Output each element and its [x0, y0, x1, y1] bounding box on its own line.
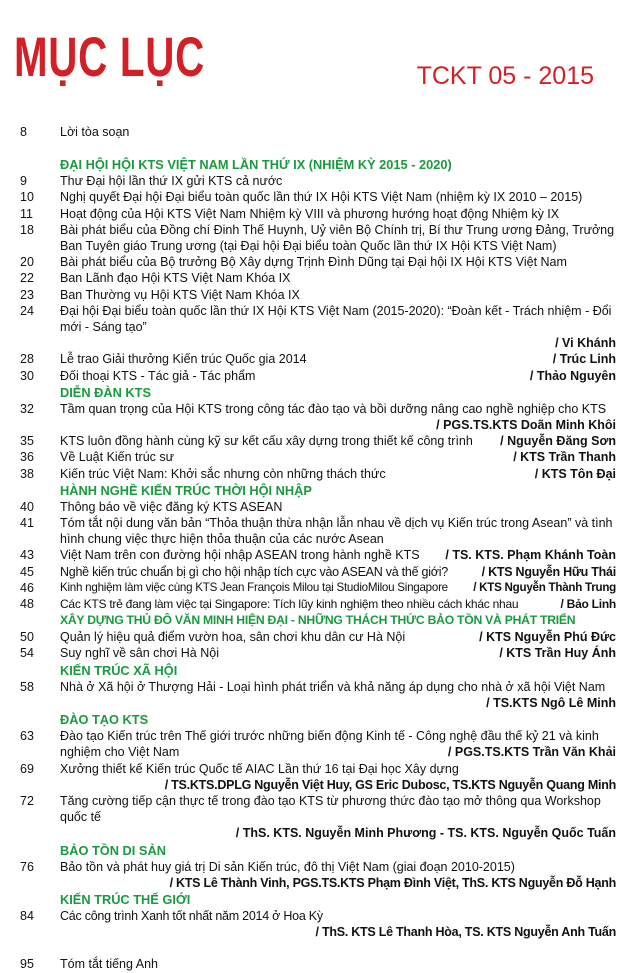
entry-title: Các KTS trẻ đang làm việc tại Singapore: Tích lũy kinh nghiệm theo nhiều cách khác nhau	[60, 597, 519, 612]
entry-title: Việt Nam trên con đường hội nhập ASEAN trong hành nghề KTS	[60, 548, 420, 563]
toc-entry	[20, 466, 616, 482]
entry-title: Ban Lãnh đạo Hội KTS Việt Nam Khóa IX	[60, 271, 291, 286]
entry-title: Hoạt động của Hội KTS Việt Nam Nhiệm kỳ VIII và phương hướng hoạt động Nhiệm kỳ IX	[60, 206, 560, 221]
entry-title: Nghề kiến trúc chuẩn bị gì cho hội nhập tích cực vào ASEAN và thế giới?	[60, 564, 448, 579]
page-number: 28	[20, 352, 34, 367]
entry-title: Quản lý hiệu quả điểm vườn hoa, sân chơi khu dân cư Hà Nội	[60, 630, 406, 645]
toc-entry	[20, 222, 616, 254]
entry-author: / KTS Trần Thanh	[513, 450, 616, 465]
section-heading: BẢO TỒN DI SẢN	[60, 842, 166, 858]
section-heading: XÂY DỰNG THỦ ĐÔ VĂN MINH HIỆN ĐẠI - NHỮNG THÁCH THỨC BẢO TỒN VÀ PHÁT TRIỂN	[60, 613, 576, 628]
entry-title: Nghị quyết Đại hội Đại biểu toàn quốc lần thứ IX Hội KTS Việt Nam (nhiệm kỳ IX 2010 – 2015)	[60, 190, 583, 205]
toc-entry	[20, 956, 616, 972]
entry-title: Tóm tắt tiếng Anh	[60, 957, 158, 972]
toc-entry	[20, 596, 616, 612]
entry-author: / ThS. KTS Lê Thanh Hòa, TS. KTS Nguyễn Anh Tuấn	[315, 925, 616, 940]
toc-entry	[20, 728, 616, 760]
toc-entry	[20, 859, 616, 891]
entry-author: / PGS.TS.KTS Trần Văn Khải	[447, 745, 616, 760]
toc-entry	[20, 270, 616, 286]
toc-entry	[20, 515, 616, 547]
page-number: 50	[20, 630, 34, 645]
toc-entry	[20, 254, 616, 270]
entry-title: Bảo tồn và phát huy giá trị Di sản Kiến trúc, đô thị Việt Nam (giai đoạn 2010-2015)	[60, 859, 515, 874]
entry-title: Bài phát biểu của Đồng chí Đinh Thế Huynh, Uỷ viên Bộ Chính trị, Bí thư Trung ương Đảng, Trưởng Ban Tuyên giáo Trung ương (tại Đại hội Đại biểu toàn Quốc lần thứ IX Hội KTS Việt Nam)	[60, 222, 615, 254]
entry-title: Thư Đại hội lần thứ IX gửi KTS cả nước	[60, 174, 283, 189]
entry-title: Đào tạo Kiến trúc trên Thế giới trước những biến động Kinh tế - Công nghệ đầu thế kỷ 21 và kinh nghiệm cho Việt Nam	[60, 729, 599, 760]
table-of-contents	[20, 124, 616, 973]
page-number: 35	[20, 434, 34, 449]
page-number: 45	[20, 564, 34, 579]
toc-entry	[20, 793, 616, 842]
entry-title: Các công trình Xanh tốt nhất năm 2014 ở Hoa Kỳ	[60, 908, 323, 923]
entry-title: Tầm quan trọng của Hội KTS trong công tác đào tạo và bồi dưỡng nâng cao nghề nghiệp cho KTS	[60, 401, 607, 416]
toc-entry	[20, 580, 616, 596]
entry-author: / KTS Nguyễn Phú Đức	[479, 630, 616, 645]
page-number: 20	[20, 255, 34, 270]
toc-entry	[20, 368, 616, 384]
section-heading: KIẾN TRÚC THẾ GIỚI	[60, 891, 191, 907]
page-number: 95	[20, 957, 34, 972]
page-number: 46	[20, 580, 34, 595]
page-number: 84	[20, 908, 34, 923]
toc-entry	[20, 645, 616, 661]
toc-entry	[20, 206, 616, 222]
toc-entry	[20, 303, 616, 352]
toc-entry	[20, 433, 616, 449]
entry-author: / PGS.TS.KTS Doãn Minh Khôi	[436, 418, 616, 433]
entry-title: Đối thoại KTS - Tác giả - Tác phẩm	[60, 368, 256, 383]
toc-entry	[20, 124, 616, 140]
entry-title: Suy nghĩ về sân chơi Hà Nội	[60, 646, 219, 661]
section-heading: KIẾN TRÚC XÃ HỘI	[60, 662, 178, 678]
entry-author: / TS.KTS.DPLG Nguyễn Việt Huy, GS Eric Dubosc, TS.KTS Nguyễn Quang Minh	[164, 777, 616, 792]
entry-author: / KTS Lê Thành Vinh, PGS.TS.KTS Phạm Đình Việt, ThS. KTS Nguyễn Đỗ Hạnh	[169, 875, 616, 890]
entry-title: Tăng cường tiếp cận thực tế trong đào tạo KTS từ phương thức đào tạo mở thông qua Workshop quốc tế	[60, 793, 601, 825]
page-number: 9	[20, 174, 27, 189]
page-number: 72	[20, 793, 34, 808]
page-number: 63	[20, 729, 34, 744]
page-number: 38	[20, 466, 34, 481]
page-number: 36	[20, 450, 34, 465]
section-heading: HÀNH NGHỀ KIẾN TRÚC THỜI HỘI NHẬP	[60, 482, 312, 498]
page-number: 10	[20, 190, 34, 205]
entry-title: Kinh nghiệm làm việc cùng KTS Jean François Milou tại StudioMilou Singapore	[60, 580, 448, 594]
page-number: 54	[20, 646, 34, 661]
page-number: 23	[20, 287, 34, 302]
toc-entry	[20, 908, 616, 940]
section-heading: ĐẠI HỘI HỘI KTS VIỆT NAM LẦN THỨ IX (NHIỆM KỲ 2015 - 2020)	[60, 157, 452, 173]
page-number: 32	[20, 401, 34, 416]
page-number: 43	[20, 548, 34, 563]
entry-title: Lời tòa soạn	[60, 125, 130, 139]
page-number: 18	[20, 222, 34, 237]
page-number: 30	[20, 368, 34, 383]
entry-title: Ban Thường vụ Hội KTS Việt Nam Khóa IX	[60, 287, 300, 302]
entry-author: / TS.KTS Ngô Lê Minh	[486, 695, 616, 710]
entry-title: Bài phát biểu của Bộ trưởng Bộ Xây dựng Trịnh Đình Dũng tại Đại hội IX Hội KTS Việt Nam	[60, 255, 567, 270]
entry-title: KTS luôn đồng hành cùng kỹ sư kết cấu xây dựng trong thiết kế công trình	[60, 434, 473, 449]
entry-author: / Trúc Linh	[552, 352, 616, 367]
page-number: 69	[20, 761, 34, 776]
page-number: 40	[20, 499, 34, 514]
entry-title: Về Luật Kiến trúc sư	[60, 450, 174, 465]
page-number: 76	[20, 859, 34, 874]
page-number: 41	[20, 516, 34, 531]
page-number: 11	[20, 206, 33, 221]
page-number: 58	[20, 679, 34, 694]
entry-title: Thông báo về việc đăng ký KTS ASEAN	[60, 499, 283, 514]
toc-entry	[20, 679, 616, 711]
entry-author: / KTS Nguyễn Hữu Thái	[481, 564, 616, 579]
entry-title: Tóm tắt nội dung văn bản “Thỏa thuận thừa nhận lẫn nhau về dịch vụ Kiến trúc trong Asean” và tình hình chung việc thực hiện thỏa thuận của các nước Asean	[60, 516, 613, 547]
entry-title: Lễ trao Giải thưởng Kiến trúc Quốc gia 2014	[60, 352, 307, 367]
page-number: 22	[20, 271, 34, 286]
entry-author: / Bảo Linh	[560, 597, 616, 612]
toc-entry	[20, 629, 616, 645]
entry-author: / KTS Nguyễn Thành Trung	[473, 580, 616, 594]
page-number: 8	[20, 125, 27, 139]
entry-title: Kiến trúc Việt Nam: Khởi sắc nhưng còn những thách thức	[60, 466, 386, 481]
entry-author: / TS. KTS. Phạm Khánh Toàn	[445, 548, 616, 563]
entry-author: / Vi Khánh	[555, 336, 616, 351]
entry-title: Nhà ở Xã hội ở Thượng Hải - Loại hình phát triển và khả năng áp dụng cho nhà ở xã hội Việt Nam	[60, 679, 606, 694]
issue-label: TCKT 05 - 2015	[416, 62, 594, 90]
toc-entry	[20, 351, 616, 367]
entry-author: / Thảo Nguyên	[529, 368, 616, 383]
toc-entry	[20, 547, 616, 563]
toc-entry	[20, 173, 616, 189]
toc-entry	[20, 401, 616, 433]
page-number: 48	[20, 597, 34, 612]
section-heading: DIỄN ĐÀN KTS	[60, 384, 152, 400]
section-heading: ĐÀO TẠO KTS	[60, 712, 149, 728]
entry-title: Đại hội Đại biểu toàn quốc lần thứ IX Hội KTS Việt Nam (2015-2020): “Đoàn kết - Trách nhiệm - Đổi mới - Sáng tạo”	[60, 303, 612, 335]
toc-entry	[20, 189, 616, 205]
page-number: 24	[20, 303, 34, 318]
entry-title: Xưởng thiết kế Kiến trúc Quốc tế AIAC Lần thứ 16 tại Đại học Xây dựng	[60, 761, 459, 776]
entry-author: / ThS. KTS. Nguyễn Minh Phương - TS. KTS. Nguyễn Quốc Tuấn	[235, 826, 616, 841]
entry-author: / KTS Trần Huy Ánh	[499, 646, 616, 661]
toc-entry	[20, 287, 616, 303]
toc-entry	[20, 564, 616, 580]
page-title: MỤC LỤC	[14, 25, 205, 88]
toc-entry	[20, 499, 616, 515]
entry-author: / KTS Tôn Đại	[534, 466, 616, 481]
toc-entry	[20, 761, 616, 793]
entry-author: / Nguyễn Đăng Sơn	[500, 434, 616, 449]
toc-entry	[20, 449, 616, 465]
